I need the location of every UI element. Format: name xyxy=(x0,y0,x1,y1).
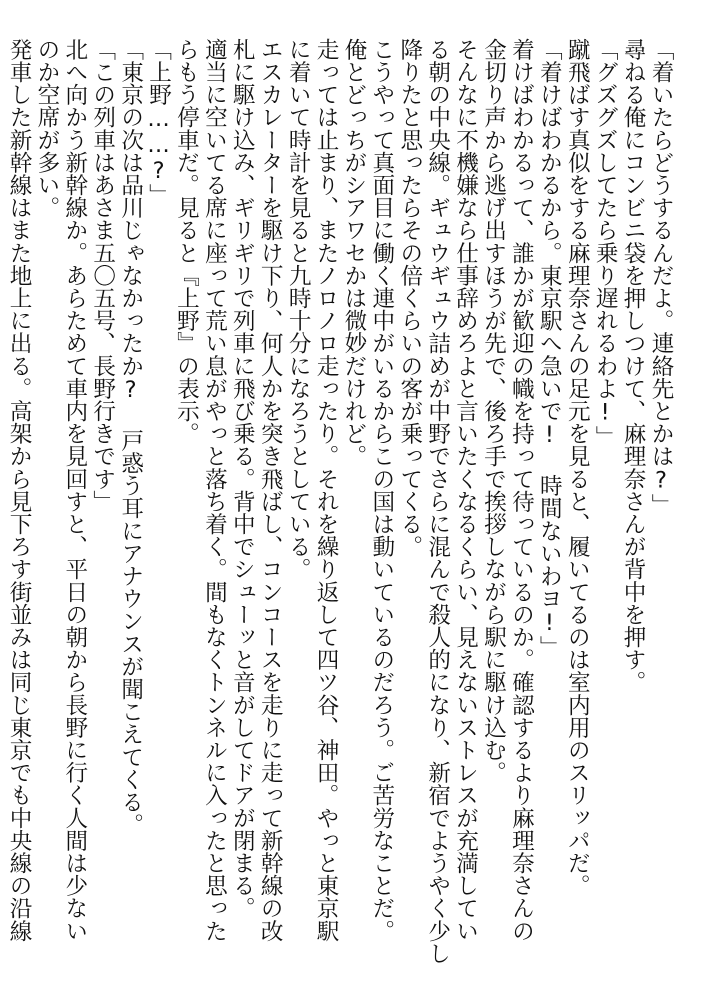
text-line: 走っては止まり、またノロノロ走ったり。それを繰り返して四ツ谷、神田。やっと東京駅 xyxy=(313,38,340,942)
text-line: 札に駆け込み、ギリギリで列車に飛び乗る。背中でシューッと音がしてドアが閉まる。 xyxy=(229,38,256,920)
text-line: のか空席が多い。 xyxy=(33,38,60,219)
text-line: 「東京の次は品川じゃなかったか? 戸惑う耳にアナウンスが聞こえてくる。 xyxy=(117,38,144,836)
text-line: 適当に空いてる席に座って荒い息がやっと落ち着く。間もなくトンネルに入ったと思った xyxy=(201,38,228,942)
text-line: 俺とどっちがシアワセかは微妙だけれど。 xyxy=(340,38,367,468)
text-line: 金切り声から逃げ出すほうが先で、後ろ手で挨拶しながら駅に駆け込む。 xyxy=(480,38,507,784)
text-line: 「この列車はあさま五〇五号、長野行きです」 xyxy=(89,38,116,513)
text-line: 尋ねる俺にコンビニ袋を押しつけて、麻理奈さんが背中を押す。 xyxy=(620,38,647,694)
text-line: らもう停車だ。見ると『上野』の表示。 xyxy=(173,38,200,445)
text-line: 「グズグズしてたら乗り遅れるわよ!」 xyxy=(592,38,619,449)
text-line: に着いて時計を見ると九時十分になろうとしている。 xyxy=(285,38,312,581)
text-line: 「着けばわかるから。東京駅へ急いで! 時間ないわヨ!」 xyxy=(536,38,563,659)
text-line: そんなに不機嫌なら仕事辞めろよと言いたくなるくらい、見えないストレスが充満してい xyxy=(452,38,479,942)
text-line: 「着いたらどうするんだよ。連絡先とかは?」 xyxy=(648,38,674,516)
text-line: 降りたと思ったらその倍くらいの客が乗ってくる。 xyxy=(396,38,423,558)
text-line: エスカレーターを駆け下り、何人かを突き飛ばし、コンコースを走りに走って新幹線の改 xyxy=(257,38,284,942)
text-line: 着けばわかるって、誰かが歓迎の幟を持って待っているのか。確認するより麻理奈さんの xyxy=(508,38,535,942)
text-line: る朝の中央線。ギュウギュウ詰めが中野でさらに混んで殺人的になり、新宿でようやく少し xyxy=(424,38,451,965)
text-line: 蹴飛ばす真似をする麻理奈さんの足元を見ると、履いてるのは室内用のスリッパだ。 xyxy=(564,38,591,897)
text-line: 発車した新幹線はまた地上に出る。高架から見下ろす街並みは同じ東京でも中央線の沿線 xyxy=(6,38,32,942)
text-line: 「上野……?」 xyxy=(145,38,172,207)
text-line: こうやって真面目に働く連中がいるからこの国は動いているのだろう。ご苦労なことだ。 xyxy=(368,38,395,942)
text-line: 北へ向かう新幹線か。あらためて車内を見回すと、平日の朝から長野に行く人間は少ない xyxy=(61,38,88,942)
